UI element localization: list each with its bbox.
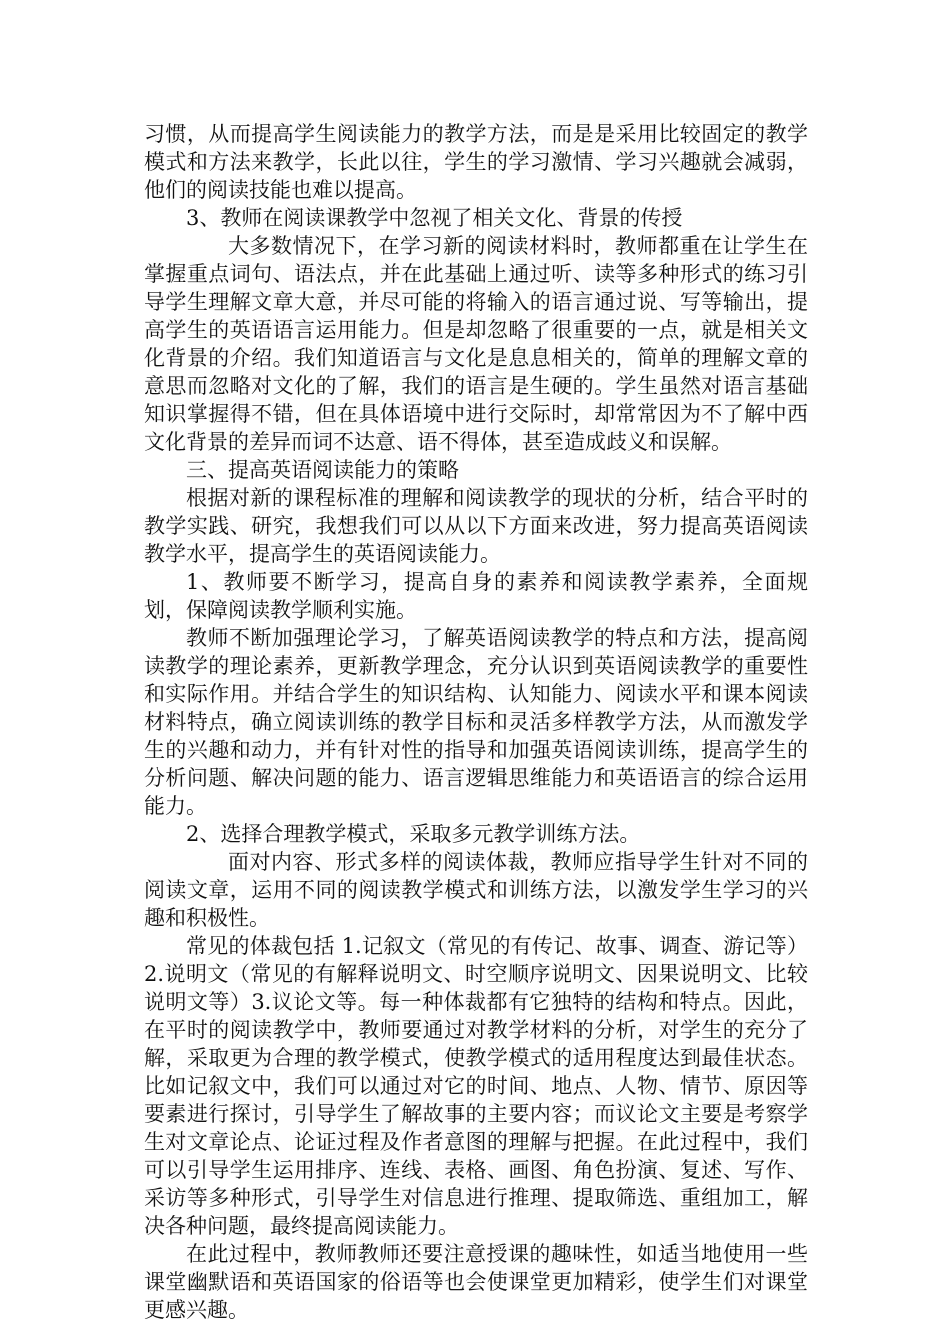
- paragraph-teacher-learning: 教师不断加强理论学习，了解英语阅读教学的特点和方法，提高阅读教学的理论素养，更新教学理念，充分认识到英语阅读教学的重要性和实际作用。并结合学生的知识结构、认知能力、阅读水平和课本阅读材料特点，确立阅读训练的教学目标和灵活多样教学方法，从而激发学生的兴趣和动力，并有针对性的指导和加强英语阅读训练，提高学生的分析问题、解决问题的能力、语言逻辑思维能力和英语语言的综合运用能力。: [144, 626, 808, 818]
- heading-point-3: 3、教师在阅读课教学中忽视了相关文化、背景的传授: [186, 206, 683, 230]
- paragraph-interest: 在此过程中，教师教师还要注意授课的趣味性，如适当地使用一些课堂幽默语和英语国家的俗语等也会使课堂更加精彩，使学生们对课堂更感兴趣。: [144, 1242, 808, 1322]
- heading-strategy-2: 2、选择合理教学模式，采取多元教学训练方法。: [186, 822, 641, 846]
- paragraph-common-genres: 常见的体裁包括 1.记叙文（常见的有传记、故事、调查、游记等）2.说明文（常见的有解释说明文、时空顺序说明文、因果说明文、比较说明文等）3.议论文等。每一种体裁都有它独特的结构和特点。因此，在平时的阅读教学中，教师要通过对教学材料的分析，对学生的充分了解，采取更为合理的教学模式，使教学模式的适用程度达到最佳状态。比如记叙文中，我们可以通过对它的时间、地点、人物、情节、原因等要素进行探讨，引导学生了解故事的主要内容；而议论文主要是考察学生对文章论点、论证过程及作者意图的理解与把握。在此过程中，我们可以引导学生运用排序、连线、表格、画图、角色扮演、复述、写作、采访等多种形式，引导学生对信息进行推理、提取筛选、重组加工，解决各种问题，最终提高阅读能力。: [144, 934, 808, 1238]
- document-body: [144, 120, 808, 1324]
- paragraph-reading-genres: 面对内容、形式多样的阅读体裁，教师应指导学生针对不同的阅读文章，运用不同的阅读教学模式和训练方法，以激发学生学习的兴趣和积极性。: [144, 850, 808, 930]
- paragraph-strategy-intro: 根据对新的课程标准的理解和阅读教学的现状的分析，结合平时的教学实践、研究，我想我们可以从以下方面来改进，努力提高英语阅读教学水平，提高学生的英语阅读能力。: [144, 486, 808, 566]
- paragraph-culture-background: 大多数情况下，在学习新的阅读材料时，教师都重在让学生在掌握重点词句、语法点，并在此基础上通过听、读等多种形式的练习引导学生理解文章大意，并尽可能的将输入的语言通过说、写等输出，提高学生的英语语言运用能力。但是却忽略了很重要的一点，就是相关文化背景的介绍。我们知道语言与文化是息息相关的，简单的理解文章的意思而忽略对文化的了解，我们的语言是生硬的。学生虽然对语言基础知识掌握得不错，但在具体语境中进行交际时，却常常因为不了解中西文化背景的差异而词不达意、语不得体，甚至造成歧义和误解。: [144, 234, 808, 454]
- heading-strategy-1: 1、教师要不断学习，提高自身的素养和阅读教学素养，全面规划，保障阅读教学顺利实施。: [144, 570, 808, 622]
- paragraph-continuation: 习惯，从而提高学生阅读能力的教学方法，而是是采用比较固定的教学模式和方法来教学，长此以往，学生的学习激情、学习兴趣就会减弱，他们的阅读技能也难以提高。: [144, 122, 808, 202]
- heading-section-3: 三、提高英语阅读能力的策略: [186, 458, 459, 482]
